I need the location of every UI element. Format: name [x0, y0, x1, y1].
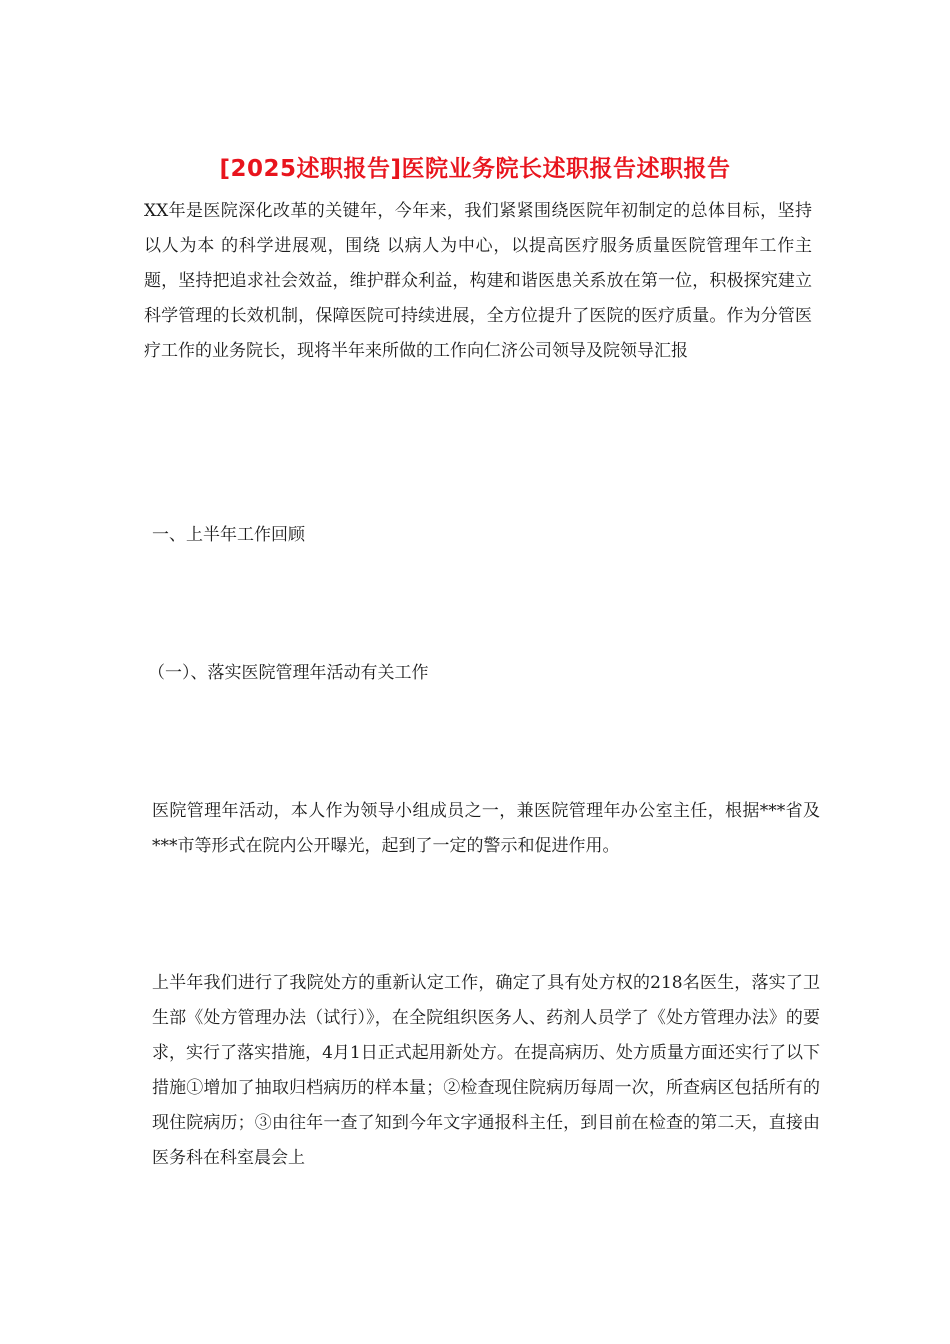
- body-paragraph-2: 医院管理年活动，本人作为领导小组成员之一，兼医院管理年办公室主任，根据***省及***市等形式在院内公开曝光，起到了一定的警示和促进作用。: [152, 801, 820, 856]
- document-title: [2025述职报告]医院业务院长述职报告述职报告: [219, 156, 731, 182]
- body-paragraph-3: 上半年我们进行了我院处方的重新认定工作，确定了具有处方权的218名医生，落实了卫生部《处方管理办法（试行）》，在全院组织医务人、药剂人员学了《处方管理办法》的要求，实行了落实措施，4月1日正式起用新处方。在提高病历、处方质量方面还实行了以下措施①增加了抽取归档病历的样本量；②检查现住院病历每周一次，所查病区包括所有的现住院病历；③由往年一查了知到今年文字通报科主任，到目前在检查的第二天，直接由医务科在科室晨会上: [152, 973, 820, 1168]
- subsection-heading-1: （一）、落实医院管理年活动有关工作: [148, 663, 429, 683]
- section-heading-1: 一、上半年工作回顾: [152, 525, 305, 545]
- intro-paragraph: XX年是医院深化改革的关键年，今年来，我们紧紧围绕医院年初制定的总体目标，坚持 以人为本 的科学进展观，围绕 以病人为中心，以提高医疗服务质量医院管理年工作主题，坚持把追求社会效益，维护群众利益，构建和谐医患关系放在第一位，积极探究建立科学管理的长效机制，保障医院可持续进展，全方位提升了医院的医疗质量。作为分管医疗工作的业务院长，现将半年来所做的工作向仁济公司领导及院领导汇报: [144, 201, 812, 361]
